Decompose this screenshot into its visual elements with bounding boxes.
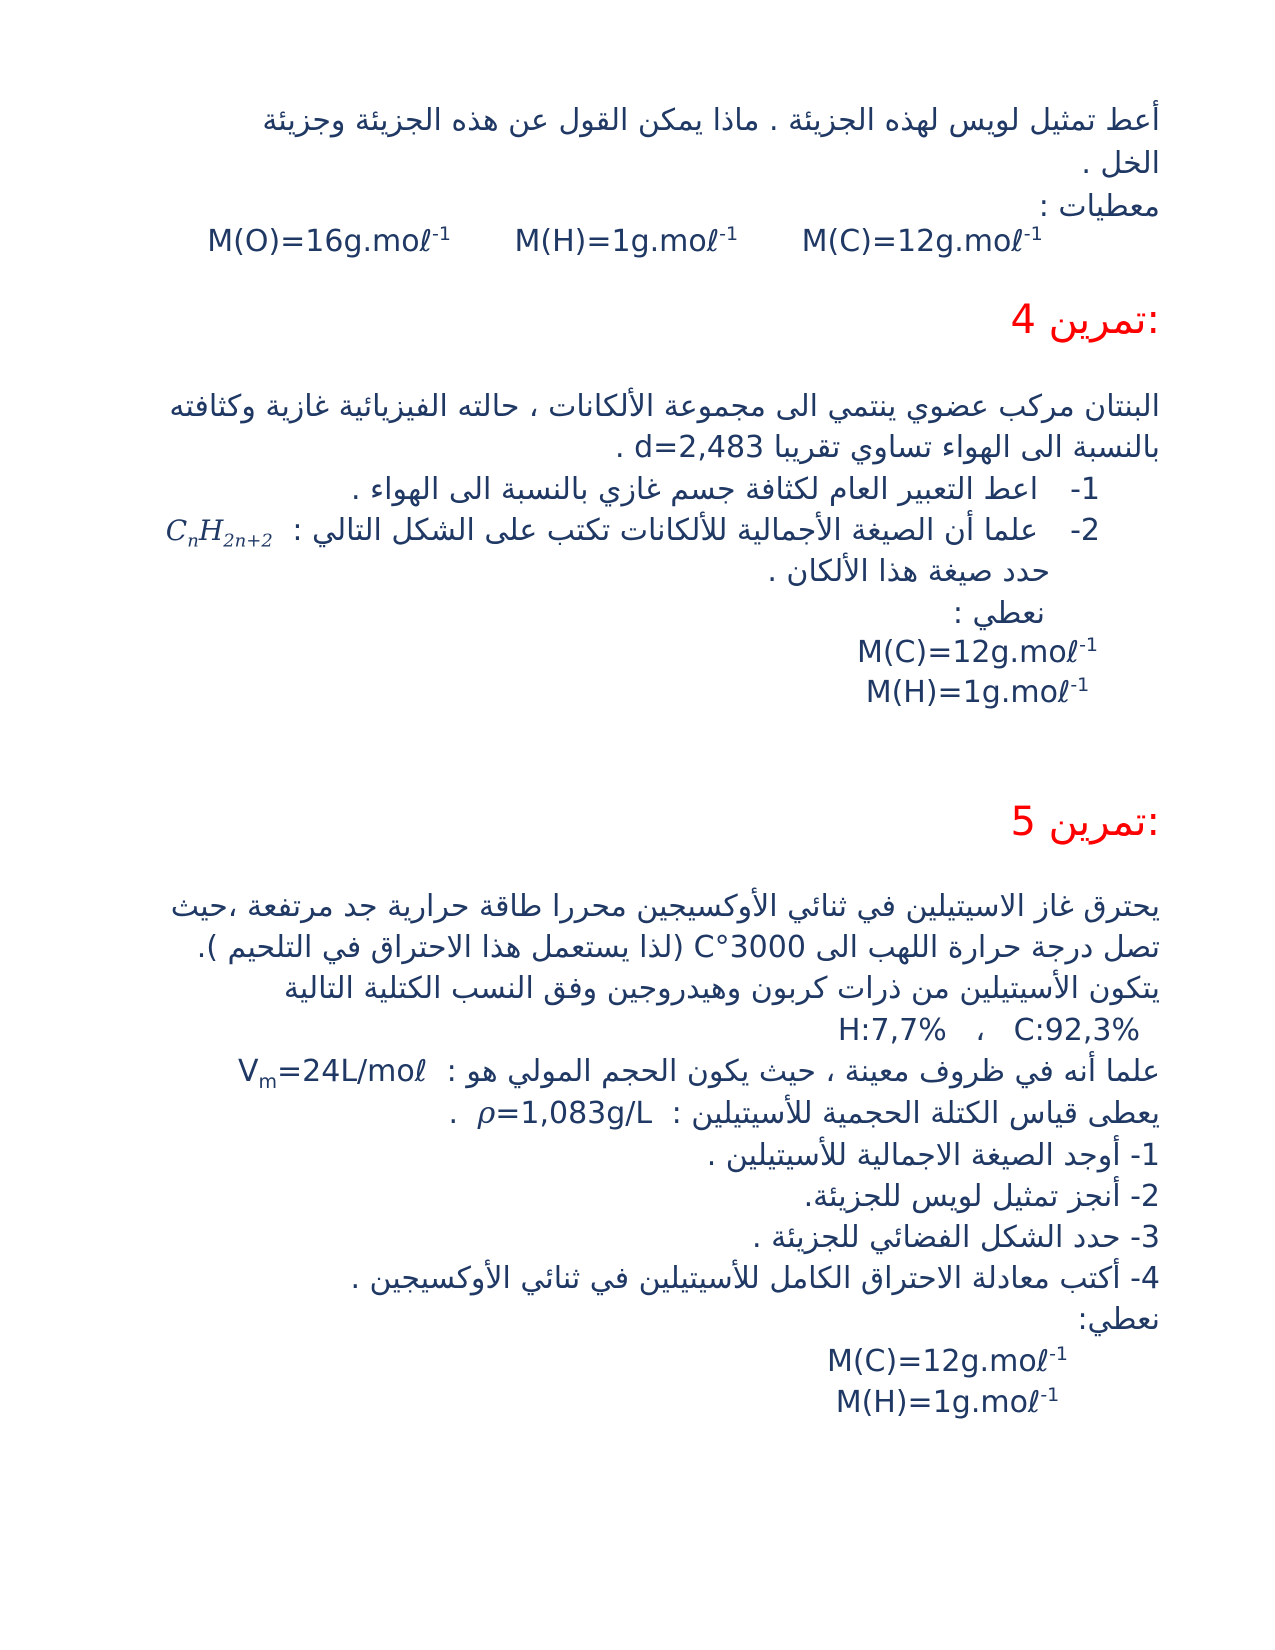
molar-mass-carbon: M(C)=12g.moℓ$^{-1}$	[801, 223, 1043, 259]
item-marker: 2-	[1070, 513, 1100, 548]
exercise5-item-1: 1- أوجد الصيغة الاجمالية للأسيتيلين .	[706, 1138, 1160, 1173]
exercise4-given-carbon: M(C)=12g.moℓ$^{-1}$	[856, 634, 1099, 670]
intro-line-1: أعط تمثيل لويس لهذه الجزيئة . ماذا يمكن القول عن هذه الجزيئة وجزيئة	[262, 103, 1160, 138]
exercise4-paragraph-line-2: بالنسبة الى الهواء تساوي تقريبا d=2,483 .	[615, 430, 1160, 465]
intro-given-label: معطيات :	[1038, 189, 1160, 224]
sentence-period: .	[448, 1096, 459, 1131]
exercise5-item-2: 2- أنجز تمثيل لويس للجزيئة.	[803, 1179, 1160, 1214]
exercise5-mass-percentages: H:7,7% ، C:92,3%	[837, 1013, 1140, 1048]
exercise5-paragraph-line-1: يحترق غاز الاسيتيلين في ثنائي الأوكسيجين محررا طاقة حرارية جد مرتفعة ،حيث	[170, 889, 1160, 924]
exercise4-paragraph-line-1: البنتان مركب عضوي ينتمي الى مجموعة الألكانات ، حالته الفيزيائية غازية وكثافته	[169, 389, 1160, 424]
exercise5-paragraph-line-2: تصل درجة حرارة اللهب الى 3000°C (لذا يستعمل هذا الاحتراق في التلحيم ).	[196, 930, 1160, 965]
exercise5-given-label: نعطي:	[1077, 1302, 1160, 1337]
exercise5-given-carbon: M(C)=12g.moℓ$^{-1}$	[826, 1343, 1069, 1379]
exercise4-given-hydrogen: M(H)=1g.moℓ$^{-1}$	[865, 674, 1090, 710]
alkane-general-formula: $C_nH_{2n+2}$	[165, 514, 273, 552]
exercise5-density-line: يعطى قياس الكتلة الحجمية للأسيتيلين : ρ=1,083g/L .	[448, 1096, 1160, 1131]
intro-line-2: الخل .	[1081, 146, 1160, 181]
exercise4-given-label: نعطي :	[952, 596, 1045, 631]
intro-molar-mass-line	[90, 221, 1160, 263]
exercise5-molar-volume-line: علما أنه في ظروف معينة ، حيث يكون الحجم المولي هو : $V_m=24L$/moℓ	[237, 1054, 1160, 1093]
exercise4-item-2-continuation: حدد صيغة هذا الألكان .	[767, 554, 1050, 589]
exercise5-item-4: 4- أكتب معادلة الاحتراق الكامل للأسيتيلين في ثنائي الأوكسيجين .	[350, 1261, 1160, 1296]
exercise5-heading: تمرين 5:	[1010, 799, 1160, 845]
item-marker: 1-	[1070, 472, 1100, 507]
exercise5-paragraph-line-3: يتكون الأسيتيلين من ذرات كربون وهيدروجين وفق النسب الكتلية التالية	[283, 971, 1160, 1006]
molar-volume-formula: $V_m=24L$/moℓ	[237, 1054, 428, 1093]
exercise5-item-3: 3- حدد الشكل الفضائي للجزيئة .	[752, 1220, 1160, 1255]
molar-mass-oxygen: M(O)=16g.moℓ$^{-1}$	[207, 223, 451, 259]
density-formula: ρ=1,083g/L	[477, 1096, 653, 1131]
exercise4-item-2: 2-علما أن الصيغة الأجمالية للألكانات تكتب على الشكل التالي : $C_nH_{2n+2}$	[165, 513, 1100, 552]
exercise4-item-1: 1-اعط التعبير العام لكثافة جسم غازي بالنسبة الى الهواء .	[350, 472, 1100, 507]
molar-mass-hydrogen: M(H)=1g.moℓ$^{-1}$	[514, 223, 739, 259]
exercise5-given-hydrogen: M(H)=1g.moℓ$^{-1}$	[835, 1384, 1060, 1420]
exercise4-heading: تمرين 4:	[1010, 297, 1160, 343]
